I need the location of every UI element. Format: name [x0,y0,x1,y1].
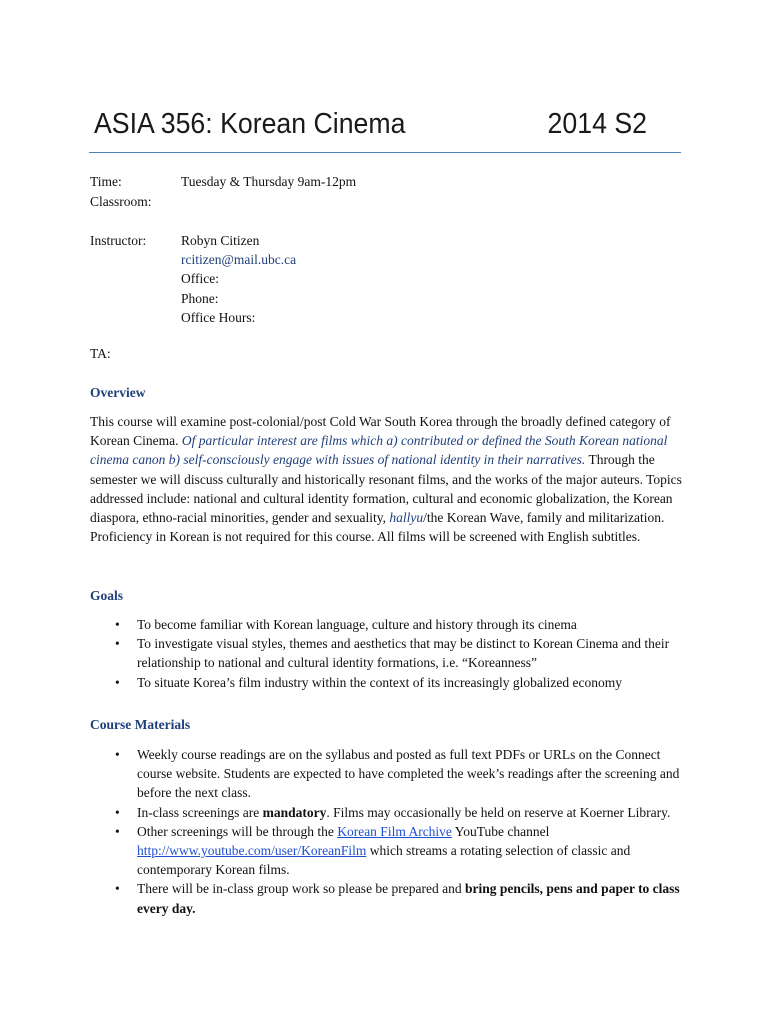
office-label: Office: [181,271,219,286]
bullet-icon: • [115,747,120,762]
material-text-bold: bring pencils, pens and paper to class every day. [137,881,680,916]
time-value: Tuesday & Thursday 9am-12pm [181,174,357,189]
material-text [137,805,670,820]
list-item [90,745,690,803]
material-text-part: Other screenings will be through the [137,823,338,839]
overview-text-2: Through the semester we will discuss culturally and historically resonant films, and the works of the major auteurs. Topics addressed include: national and cultural identity formation, cultural and economic globalization, the Korean diaspora, ethno-racial minorities, gender and sexuality, [90,452,682,526]
material-text [137,824,630,877]
overview-text-1: This course will examine post-colonial/post Cold War South Korea through the broadly defined category of Korean Cinema. [90,414,671,449]
ta-label: TA: [90,346,111,361]
youtube-channel-link[interactable]: http://www.youtube.com/user/KoreanFilm [137,843,367,859]
goals-heading: Goals [90,588,124,603]
bullet-icon: • [115,674,120,690]
bullet-icon: • [115,804,120,820]
overview-text-3: /the Korean Wave, family and militarization. Proficiency in Korean is not required for this course. All films will be screened with English subtitles. [90,510,665,545]
material-text: Weekly course readings are on the syllabus and posted as full text PDFs or URLs on the Connect course website. Students are expected to have completed the week’s readings after the screening and before the next class. [137,747,680,801]
material-text [137,881,680,915]
korean-film-archive-link[interactable]: Korean Film Archive [337,823,452,839]
goal-text: To situate Korea’s film industry within the context of its increasingly globalized economy [137,674,622,690]
list-item [90,879,690,917]
list-item [90,822,690,880]
material-text-part: which streams a rotating selection of classic and contemporary Korean films. [137,843,631,878]
instructor-label: Instructor: [90,233,147,248]
goal-text: To investigate visual styles, themes and aesthetics that may be distinct to Korean Cinema and their relationship to national and cultural identity formations, i.e. “Koreanness” [137,636,670,671]
list-item [90,615,690,634]
bullet-icon: • [115,823,120,839]
classroom-label: Classroom: [90,194,152,209]
material-text-part: YouTube channel [451,823,550,839]
overview-heading: Overview [90,385,146,400]
overview-hallyu: hallyu [389,510,424,526]
goals-list [90,615,690,692]
material-text-bold: mandatory [262,804,327,820]
office-hours-label: Office Hours: [181,310,256,325]
bullet-icon: • [115,617,120,632]
phone-label: Phone: [181,291,219,306]
overview-paragraph [90,412,690,546]
term-label: 2014 S2 [547,108,647,140]
title-row [94,108,647,154]
list-item [90,803,690,822]
course-title: ASIA 356: Korean Cinema [94,108,406,140]
material-text-part: . Films may occasionally be held on reserve at Koerner Library. [326,804,671,820]
list-item [90,634,690,672]
bullet-icon: • [115,881,120,897]
instructor-name: Robyn Citizen [181,233,260,248]
time-label: Time: [90,174,122,189]
material-text-part: In-class screenings are [137,804,263,820]
materials-list [90,745,690,918]
list-item [90,673,690,692]
overview-text-italic: Of particular interest are films which a) contributed or defined the South Korean national cinema canon b) self-consciously engage with issues of national identity in their narratives. [90,433,668,468]
material-text-part: There will be in-class group work so please be prepared and [137,881,466,897]
bullet-icon: • [115,636,120,652]
materials-heading: Course Materials [90,717,191,732]
goal-text: To become familiar with Korean language, culture and history through its cinema [137,617,577,632]
instructor-email[interactable]: rcitizen@mail.ubc.ca [181,252,297,267]
title-divider [89,152,681,153]
